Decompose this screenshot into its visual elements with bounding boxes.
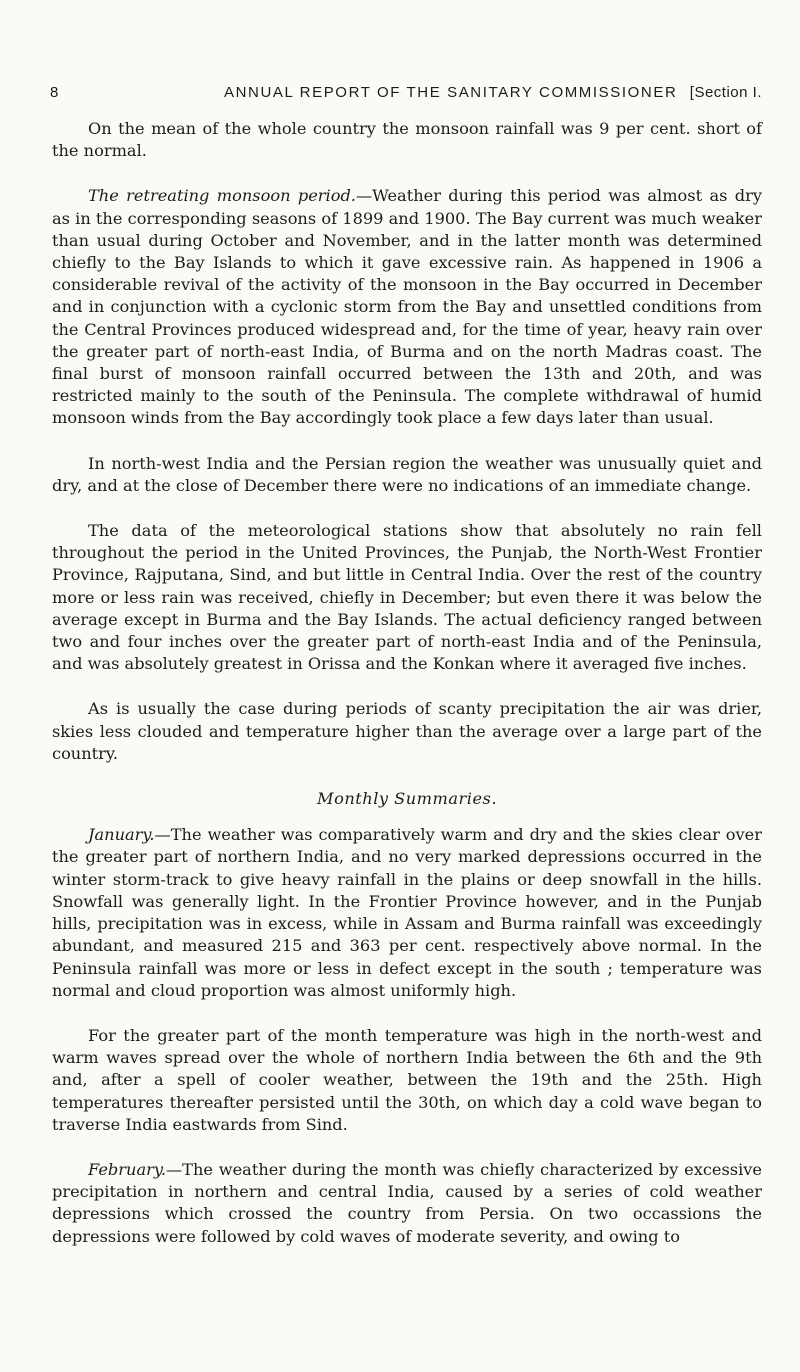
paragraph-text: —The weather during the month was chiefly characterized by excessive precipitation in northern and central India, caused by a series of cold weather depressions which crossed the country from Persia. On two occassions the depressions were followed by cold waves of moderate severity, and owing to (52, 1159, 762, 1246)
paragraph-text: —Weather during this period was almost as dry as in the corresponding seasons of 1899 and 1900. The Bay current was much weaker than usual during October and November, and in the latter month was determined chiefly to the Bay Islands to which it gave excessive rain. As happened in 1906 a considerable revival of the activity of the monsoon in the Bay occurred in December and in conjunction with a cyclonic storm from the Bay and unsettled conditions from the Central Provinces produced widespread and, for the time of year, heavy rain over the greater part of north-east India, of Burma and on the north Madras coast. The final burst of monsoon rainfall occurred between the 13th and 20th, and was restricted mainly to the south of the Peninsula. The complete withdrawal of humid monsoon winds from the Bay accordingly took place a few days later than usual. (52, 186, 762, 428)
section-label: [Section I. (689, 84, 762, 101)
paragraph-text: As is usually the case during periods of scanty precipitation the air was drier, skies less clouded and temperature higher than the average over a large part of the country. (52, 699, 762, 763)
paragraph-january-temperature (52, 1025, 762, 1136)
paragraph-text: For the greater part of the month temperature was high in the north-west and warm waves spread over the whole of northern India between the 6th and the 9th and, after a spell of cooler weather, between the 19th and the 25th. High temperatures thereafter persisted until the 30th, on which day a cold wave began to traverse India eastwards from Sind. (52, 1025, 762, 1134)
paragraph-station-data (52, 520, 762, 675)
paragraph-monsoon-mean (52, 118, 762, 162)
paragraph-retreating-monsoon (52, 185, 762, 429)
paragraph-scanty-precipitation (52, 698, 762, 765)
document-body (52, 118, 762, 1271)
paragraph-text: In north-west India and the Persian region the weather was unusually quiet and dry, and at the close of December there were no indications of an immediate change. (52, 453, 762, 495)
paragraph-heading: The retreating monsoon period. (88, 186, 356, 206)
paragraph-heading: February. (88, 1159, 166, 1179)
section-subheading: Monthly Summaries. (317, 789, 497, 809)
page-header (50, 84, 762, 108)
paragraph-heading: January. (88, 825, 155, 845)
paragraph-text: The data of the meteorological stations show that absolutely no rain fell throughout the period in the United Provinces, the Punjab, the North-West Frontier Province, Rajputana, Sind, and but little in Central India. Over the rest of the country more or less rain was received, chiefly in December; but even there it was below the average except in Burma and the Bay Islands. The actual deficiency ranged between two and four inches over the greater part of north-east India and of the Peninsula, and was absolutely greatest in Orissa and the Konkan where it averaged five inches. (52, 521, 762, 674)
page-number: 8 (50, 84, 60, 101)
paragraph-text: On the mean of the whole country the monsoon rainfall was 9 per cent. short of the normal. (52, 119, 762, 161)
paragraph-january (52, 824, 762, 1002)
paragraph-north-west-india (52, 453, 762, 497)
paragraph-february (52, 1159, 762, 1248)
running-title: ANNUAL REPORT OF THE SANITARY COMMISSIONER (224, 84, 678, 101)
paragraph-text: —The weather was comparatively warm and dry and the skies clear over the greater part of northern India, and no very marked depressions occurred in the winter storm-track to give heavy rainfall in the plains or deep snowfall in the hills. Snowfall was generally light. In the Frontier Province however, and in the Punjab hills, precipitation was in excess, while in Assam and Burma rainfall was exceedingly abundant, and measured 215 and 363 per cent. respectively above normal. In the Peninsula rainfall was more or less in defect except in the south ; temperature was normal and cloud proportion was almost uniformly high. (52, 825, 762, 1000)
